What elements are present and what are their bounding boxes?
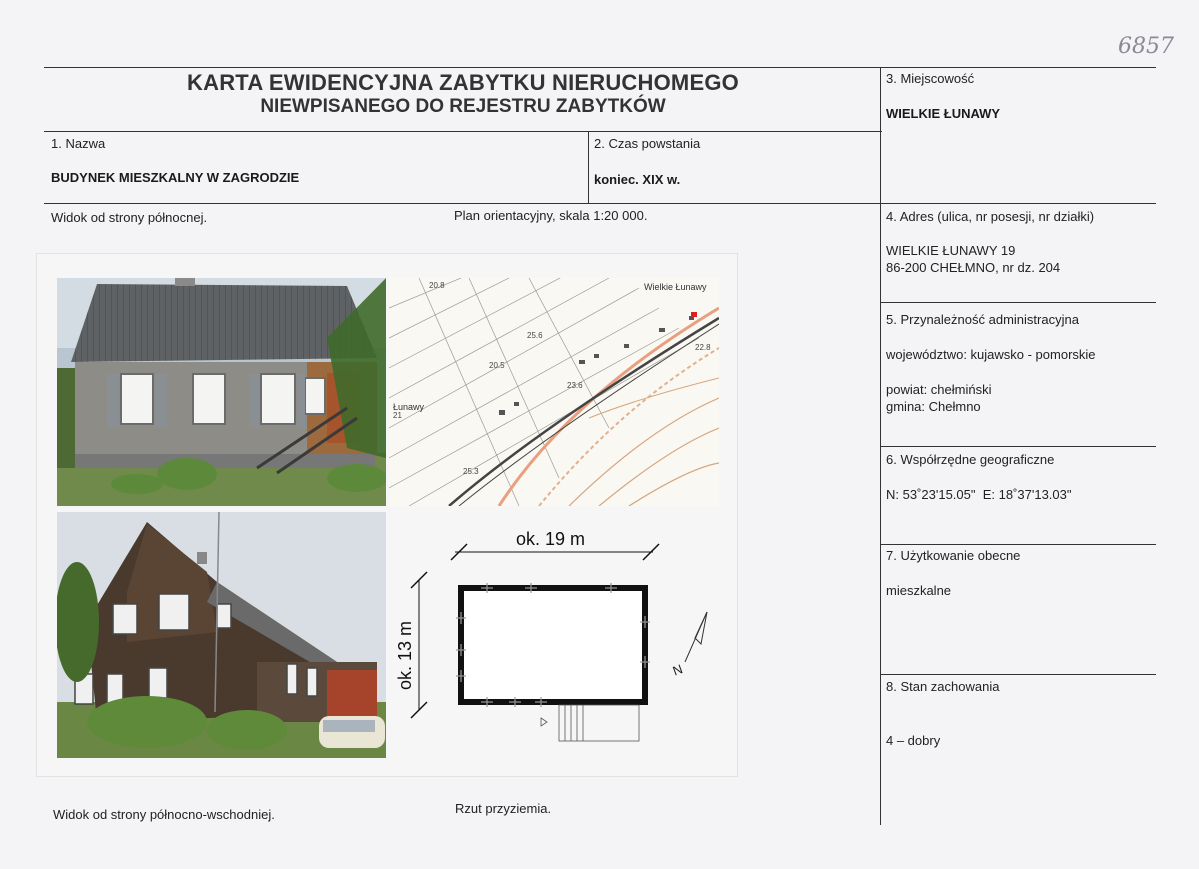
frame-line-title-bottom (44, 131, 882, 132)
caption-orientation-plan: Plan orientacyjny, skala 1:20 000. (454, 208, 648, 223)
usage-label: 7. Użytkowanie obecne (886, 548, 1021, 563)
ground-floor-plan (389, 512, 719, 758)
card-title: KARTA EWIDENCYJNA ZABYTKU NIERUCHOMEGO (187, 70, 739, 95)
plan-depth-label: ok. 13 m (395, 620, 415, 690)
caption-view-northeast: Widok od strony północno-wschodniej. (53, 807, 275, 822)
locality-value: WIELKIE ŁUNAWY (886, 106, 1001, 121)
map-height-3: 20.5 (489, 361, 505, 370)
card-subtitle: NIEWPISANEGO DO REJESTRU ZABYTKÓW (260, 96, 666, 117)
map-height-6: 21 (393, 411, 402, 420)
coords-value: N: 53˚23'15.05" E: 18˚37'13.03" (886, 487, 1072, 502)
address-line1: WIELKIE ŁUNAWY 19 (886, 243, 1016, 258)
coords-label: 6. Współrzędne geograficzne (886, 452, 1055, 467)
frame-divider-name-date (588, 131, 589, 203)
usage-value: mieszkalne (886, 583, 952, 598)
address-line2: 86-200 CHEŁMNO, nr dz. 204 (886, 260, 1061, 275)
locality-label: 3. Miejscowość (886, 71, 975, 86)
plan-width-label: ok. 19 m (516, 529, 586, 549)
map-place-label: Wielkie Łunawy (644, 282, 707, 292)
name-value: BUDYNEK MIESZKALNY W ZAGRODZIE (51, 170, 300, 185)
map-height-2: 25.6 (527, 331, 543, 340)
frame-line-coords-bottom (880, 544, 1156, 545)
admin-voivodeship: województwo: kujawsko - pomorskie (886, 347, 1096, 362)
map-height-7: 25.3 (463, 467, 479, 476)
illustration-panel (36, 253, 738, 777)
photo-north-view (57, 278, 386, 506)
floor-plan-drawing (389, 512, 719, 758)
map-height-1: 20.8 (429, 281, 445, 290)
caption-view-north: Widok od strony północnej. (51, 210, 208, 225)
date-label: 2. Czas powstania (594, 136, 701, 151)
address-label: 4. Adres (ulica, nr posesji, nr działki) (886, 209, 1095, 224)
admin-county: powiat: chełmiński (886, 382, 992, 397)
plan-north-label: N (670, 661, 685, 679)
house-north-image (57, 278, 386, 506)
frame-top-line (44, 67, 1156, 68)
frame-line-fields-bottom (44, 203, 1156, 204)
admin-label: 5. Przynależność administracyjna (886, 312, 1079, 327)
frame-line-admin-bottom (880, 446, 1156, 447)
condition-label: 8. Stan zachowania (886, 679, 1000, 694)
archive-number: 6857 (1118, 34, 1174, 59)
caption-ground-plan: Rzut przyziemia. (455, 801, 552, 816)
photo-northeast-view (57, 512, 386, 758)
frame-line-address-bottom (880, 302, 1156, 303)
admin-commune: gmina: Chełmno (886, 399, 981, 414)
map-height-5: 22.8 (695, 343, 711, 352)
map-village-label: Łunawy (393, 402, 425, 412)
name-label: 1. Nazwa (51, 136, 106, 151)
date-value: koniec. XIX w. (594, 172, 681, 187)
topographic-map-image (389, 278, 719, 506)
orientation-map (389, 278, 719, 506)
frame-line-usage-bottom (880, 674, 1156, 675)
map-height-4: 23.6 (567, 381, 583, 390)
condition-value: 4 – dobry (886, 733, 941, 748)
house-northeast-image (57, 512, 386, 758)
